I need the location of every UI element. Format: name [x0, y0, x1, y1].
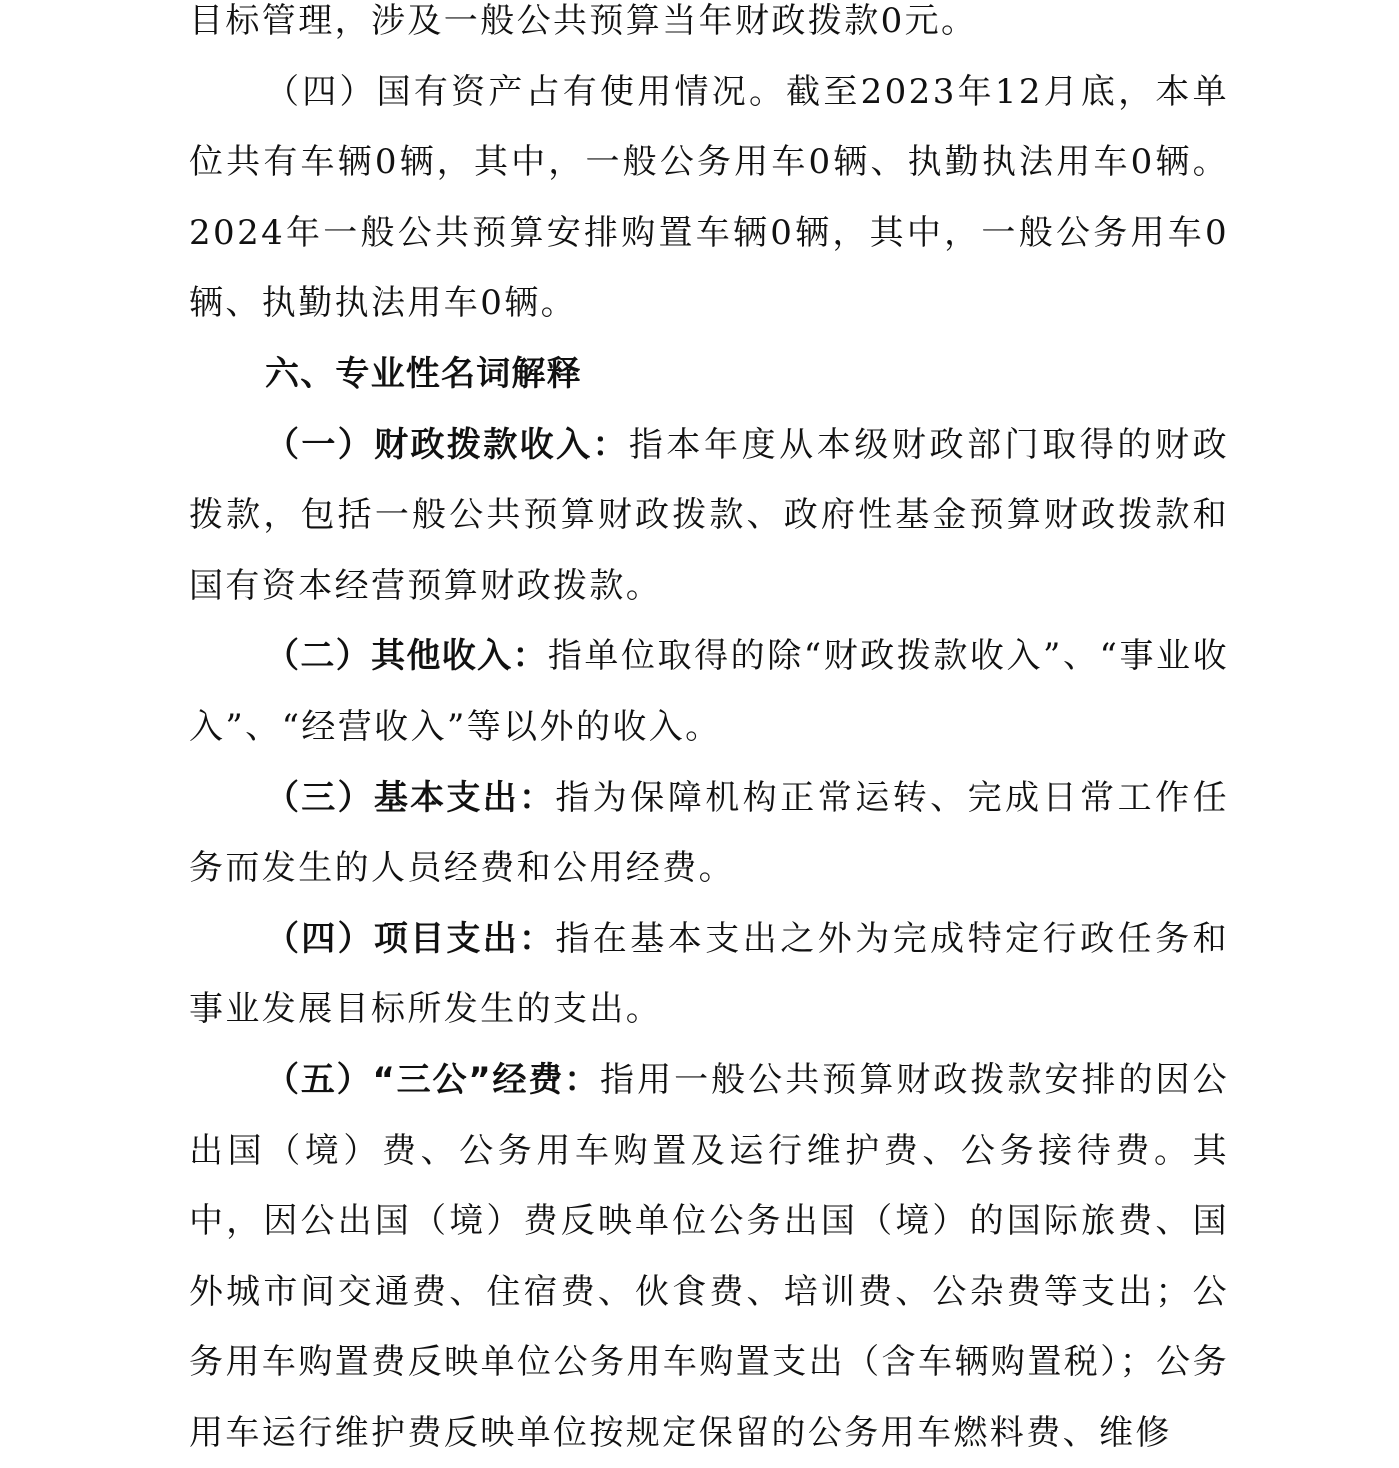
term-paragraph-project-expenditure — [189, 904, 1229, 1045]
term-definition: 指本年度从本级财政部门取得的财政拨款，包括一般公共预算财政拨款、政府性基金预算财政拨款和国有资本经营预算财政拨款。 — [189, 424, 1229, 606]
term-paragraph-fiscal-appropriation — [189, 410, 1229, 622]
term-definition: 指单位取得的除“财政拨款收入”、“事业收入”、“经营收入”等以外的收入。 — [189, 636, 1229, 747]
term-label: （一）财政拨款收入： — [265, 424, 629, 465]
term-definition: 指用一般公共预算财政拨款安排的因公出国（境）费、公务用车购置及运行维护费、公务接待费。其中，因公出国（境）费反映单位公务出国（境）的国际旅费、国外城市间交通费、住宿费、伙食费、培训费、公杂费等支出；公务用车购置费反映单位公务用车购置支出（含车辆购置税）；公务用车运行维护费反映单位按规定保留的公务用车燃料费、维修 — [189, 1059, 1229, 1453]
document-page — [189, 0, 1229, 1468]
term-label: （五）“三公”经费： — [265, 1059, 601, 1100]
term-label: （二）其他收入： — [265, 636, 548, 677]
term-definition: 指在基本支出之外为完成特定行政任务和事业发展目标所发生的支出。 — [189, 918, 1229, 1030]
paragraph-state-assets: （四）国有资产占有使用情况。截至2023年12月底，本单位共有车辆0辆，其中，一般公务用车0辆、执勤执法用车0辆。2024年一般公共预算安排购置车辆0辆，其中，一般公务用车0辆、执勤执法用车0辆。 — [189, 71, 1229, 324]
section-heading-terms: 六、专业性名词解释 — [265, 353, 582, 394]
term-paragraph-three-public-expenses — [189, 1045, 1229, 1468]
paragraph-budget-target: 目标管理，涉及一般公共预算当年财政拨款0元。 — [189, 1, 978, 41]
term-paragraph-other-income — [189, 621, 1229, 762]
term-definition: 指为保障机构正常运转、完成日常工作任务而发生的人员经费和公用经费。 — [189, 777, 1229, 889]
term-paragraph-basic-expenditure — [189, 763, 1229, 904]
term-label: （四）项目支出： — [265, 918, 556, 959]
term-label: （三）基本支出： — [265, 777, 556, 818]
